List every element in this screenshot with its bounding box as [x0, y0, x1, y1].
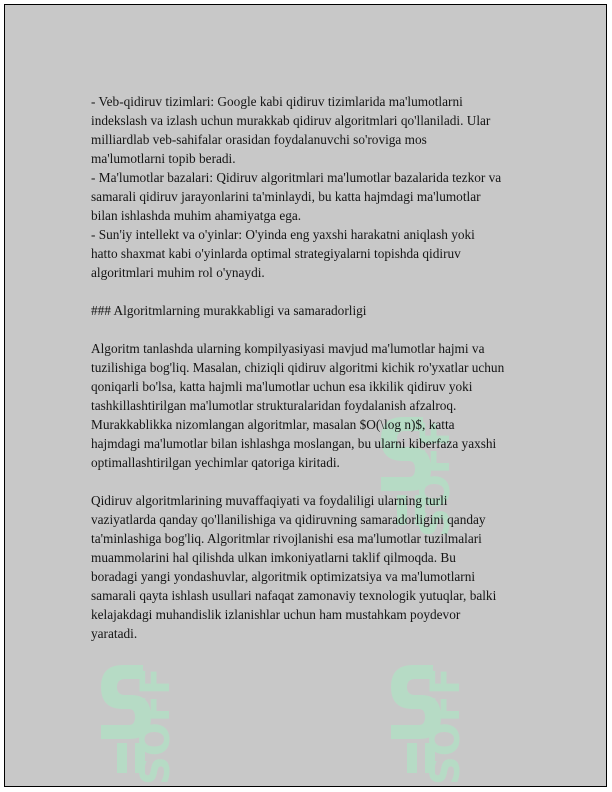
watermark-text: SOFF [423, 667, 469, 785]
text-line: - Sun'iy intellekt va o'yinlar: O'yinda eng yaxshi harakatni aniqlash yoki [91, 227, 475, 242]
text-line: kelajakdagi muhandislik izlanishlar uchun ham mustahkam poydevor [91, 607, 461, 622]
text-line: samarali qayta ishlash usullari nafaqat zamonaviy texnologik yutuqlar, balki [91, 588, 497, 603]
text-line: hatto shaxmat kabi o'yinlarda optimal strategiyalarni topishda qidiruv [91, 246, 461, 261]
text-line: algoritmlari muhim rol o'ynaydi. [91, 265, 265, 280]
text-line: tuzilishiga bog'liq. Masalan, chiziqli qidiruv algoritmi kichik ro'yxatlar uchun [91, 360, 505, 375]
text-line: indekslash va izlash uchun murakkab qidiruv algoritmlari qo'llaniladi. Ular [91, 113, 491, 128]
text-line: muammolarini hal qilishda ulkan imkoniyatlarni taklif qilmoqda. Bu [91, 550, 456, 565]
text-line: boradagi yangi yondashuvlar, algoritmik optimizatsiya va ma'lumotlarni [91, 569, 476, 584]
soff-logo-text [133, 668, 179, 785]
document-page [4, 4, 607, 787]
text-line: hajmdagi ma'lumotlar bilan ishlashga moslangan, bu ularni kiberfaza yaxshi [91, 436, 497, 451]
watermark-text: SOFF [133, 667, 179, 785]
soff-watermark-logo [377, 635, 507, 785]
text-line: ma'lumotlarni topib beradi. [91, 151, 236, 166]
text-line: qoniqarli bo'lsa, katta hajmli ma'lumotlar uchun esa ikkilik qidiruv yoki [91, 379, 473, 394]
text-line: optimallashtirilgan yechimlar qatoriga kiritadi. [91, 455, 340, 470]
text-line: bilan ishlashda muhim ahamiyatga ega. [91, 208, 302, 223]
document-body [91, 92, 531, 643]
text-line: Murakkablikka nizomlangan algoritmlar, masalan $O(\log n)$, katta [91, 417, 455, 432]
text-line: tashkillashtirilgan ma'lumotlar strukturalaridan foydalanish afzalroq. [91, 398, 457, 413]
blank-line [91, 320, 531, 339]
section-heading: ### Algoritmlarning murakkabligi va samaradorligi [91, 303, 367, 318]
blank-line [91, 282, 531, 301]
blank-line [91, 472, 531, 491]
text-line: ta'minlashiga bog'liq. Algoritmlar rivojlanishi esa ma'lumotlar tuzilmalari [91, 531, 482, 546]
text-line: yaratadi. [91, 626, 138, 641]
soff-watermark-logo [87, 635, 217, 785]
application-list [91, 92, 531, 282]
paragraph-complexity [91, 339, 531, 472]
text-line: milliardlab veb-sahifalar orasidan foydalanuvchi so'roviga mos [91, 132, 427, 147]
text-line: - Veb-qidiruv tizimlari: Google kabi qidiruv tizimlarida ma'lumotlarni [91, 94, 463, 109]
text-line: - Ma'lumotlar bazalari: Qidiruv algoritmlari ma'lumotlar bazalarida tezkor va [91, 170, 502, 185]
text-line: Algoritm tanlashda ularning kompilyasiyasi mavjud ma'lumotlar hajmi va [91, 341, 485, 356]
watermark-text: SOFF [413, 419, 459, 537]
paragraph-conclusion [91, 491, 531, 643]
soff-logo-text [423, 668, 469, 785]
text-line: samarali qidiruv jarayonlarini ta'minlaydi, bu katta hajmdagi ma'lumotlar [91, 189, 481, 204]
text-line: vaziyatlarda qanday qo'llanilishiga va qidiruvning samaradorligini qanday [91, 512, 486, 527]
text-line: Qidiruv algoritmlarining muvaffaqiyati va foydaliligi ularning turli [91, 493, 448, 508]
